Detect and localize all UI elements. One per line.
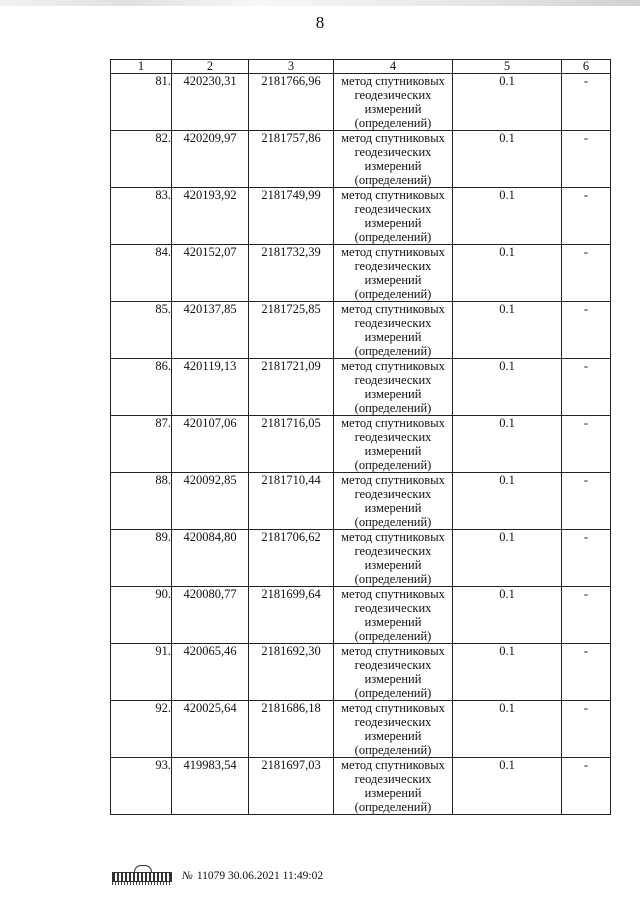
- table-row: [111, 188, 611, 245]
- column-header-3: 3: [249, 60, 334, 74]
- y-coordinate-cell: 2181699,64: [249, 587, 334, 644]
- point-number-cell: 87.: [111, 416, 172, 473]
- note-cell: -: [562, 188, 611, 245]
- table-row: [111, 530, 611, 587]
- x-coordinate-cell: 420065,46: [172, 644, 249, 701]
- y-coordinate-cell: 2181757,86: [249, 131, 334, 188]
- table-header-row: [111, 60, 611, 74]
- point-number-cell: 82.: [111, 131, 172, 188]
- point-number-cell: 92.: [111, 701, 172, 758]
- registration-footer: [112, 864, 323, 888]
- method-cell: метод спутниковых геодезических измерений (определений): [334, 530, 453, 587]
- x-coordinate-cell: 420152,07: [172, 245, 249, 302]
- y-coordinate-cell: 2181686,18: [249, 701, 334, 758]
- point-number-cell: 91.: [111, 644, 172, 701]
- note-cell: -: [562, 701, 611, 758]
- method-cell: метод спутниковых геодезических измерений (определений): [334, 188, 453, 245]
- method-cell: метод спутниковых геодезических измерений (определений): [334, 131, 453, 188]
- table-row: [111, 701, 611, 758]
- table-row: [111, 131, 611, 188]
- x-coordinate-cell: 420080,77: [172, 587, 249, 644]
- y-coordinate-cell: 2181749,99: [249, 188, 334, 245]
- y-coordinate-cell: 2181766,96: [249, 74, 334, 131]
- page-number: 8: [315, 13, 325, 32]
- y-coordinate-cell: 2181716,05: [249, 416, 334, 473]
- accuracy-cell: 0.1: [453, 245, 562, 302]
- x-coordinate-cell: 420119,13: [172, 359, 249, 416]
- table-row: [111, 473, 611, 530]
- x-coordinate-cell: 420209,97: [172, 131, 249, 188]
- note-cell: -: [562, 758, 611, 815]
- note-cell: -: [562, 587, 611, 644]
- method-cell: метод спутниковых геодезических измерений (определений): [334, 473, 453, 530]
- method-cell: метод спутниковых геодезических измерений (определений): [334, 758, 453, 815]
- accuracy-cell: 0.1: [453, 701, 562, 758]
- accuracy-cell: 0.1: [453, 644, 562, 701]
- table-row: [111, 302, 611, 359]
- method-cell: метод спутниковых геодезических измерений (определений): [334, 245, 453, 302]
- point-number-cell: 89.: [111, 530, 172, 587]
- note-cell: -: [562, 245, 611, 302]
- note-cell: -: [562, 473, 611, 530]
- accuracy-cell: 0.1: [453, 302, 562, 359]
- note-cell: -: [562, 644, 611, 701]
- accuracy-cell: 0.1: [453, 188, 562, 245]
- x-coordinate-cell: 419983,54: [172, 758, 249, 815]
- note-cell: -: [562, 359, 611, 416]
- accuracy-cell: 0.1: [453, 758, 562, 815]
- method-cell: метод спутниковых геодезических измерений (определений): [334, 359, 453, 416]
- y-coordinate-cell: 2181710,44: [249, 473, 334, 530]
- accuracy-cell: 0.1: [453, 416, 562, 473]
- point-number-cell: 84.: [111, 245, 172, 302]
- point-number-cell: 93.: [111, 758, 172, 815]
- note-cell: -: [562, 131, 611, 188]
- y-coordinate-cell: 2181697,03: [249, 758, 334, 815]
- accuracy-cell: 0.1: [453, 530, 562, 587]
- coordinates-table: [110, 59, 611, 815]
- table-row: [111, 416, 611, 473]
- accuracy-cell: 0.1: [453, 473, 562, 530]
- method-cell: метод спутниковых геодезических измерений (определений): [334, 416, 453, 473]
- registration-symbol: №: [182, 870, 193, 882]
- y-coordinate-cell: 2181706,62: [249, 530, 334, 587]
- accuracy-cell: 0.1: [453, 587, 562, 644]
- method-cell: метод спутниковых геодезических измерений (определений): [334, 587, 453, 644]
- accuracy-cell: 0.1: [453, 74, 562, 131]
- x-coordinate-cell: 420107,06: [172, 416, 249, 473]
- x-coordinate-cell: 420025,64: [172, 701, 249, 758]
- column-header-4: 4: [334, 60, 453, 74]
- method-cell: метод спутниковых геодезических измерений (определений): [334, 74, 453, 131]
- point-number-cell: 81.: [111, 74, 172, 131]
- registration-line: [182, 870, 323, 882]
- x-coordinate-cell: 420193,92: [172, 188, 249, 245]
- method-cell: метод спутниковых геодезических измерений (определений): [334, 302, 453, 359]
- point-number-cell: 83.: [111, 188, 172, 245]
- point-number-cell: 88.: [111, 473, 172, 530]
- x-coordinate-cell: 420230,31: [172, 74, 249, 131]
- column-header-6: 6: [562, 60, 611, 74]
- method-cell: метод спутниковых геодезических измерений (определений): [334, 644, 453, 701]
- y-coordinate-cell: 2181692,30: [249, 644, 334, 701]
- table-row: [111, 587, 611, 644]
- registration-number-date: 11079 30.06.2021 11:49:02: [196, 870, 324, 882]
- method-cell: метод спутниковых геодезических измерений (определений): [334, 701, 453, 758]
- note-cell: -: [562, 530, 611, 587]
- accuracy-cell: 0.1: [453, 131, 562, 188]
- note-cell: -: [562, 74, 611, 131]
- building-stamp-icon: [112, 865, 172, 887]
- column-header-1: 1: [111, 60, 172, 74]
- table-row: [111, 644, 611, 701]
- table-row: [111, 359, 611, 416]
- y-coordinate-cell: 2181725,85: [249, 302, 334, 359]
- x-coordinate-cell: 420084,80: [172, 530, 249, 587]
- accuracy-cell: 0.1: [453, 359, 562, 416]
- note-cell: -: [562, 302, 611, 359]
- point-number-cell: 85.: [111, 302, 172, 359]
- point-number-cell: 90.: [111, 587, 172, 644]
- column-header-2: 2: [172, 60, 249, 74]
- scan-edge: [0, 0, 640, 6]
- point-number-cell: 86.: [111, 359, 172, 416]
- x-coordinate-cell: 420092,85: [172, 473, 249, 530]
- y-coordinate-cell: 2181721,09: [249, 359, 334, 416]
- y-coordinate-cell: 2181732,39: [249, 245, 334, 302]
- table-row: [111, 74, 611, 131]
- table-row: [111, 245, 611, 302]
- column-header-5: 5: [453, 60, 562, 74]
- note-cell: -: [562, 416, 611, 473]
- x-coordinate-cell: 420137,85: [172, 302, 249, 359]
- table-row: [111, 758, 611, 815]
